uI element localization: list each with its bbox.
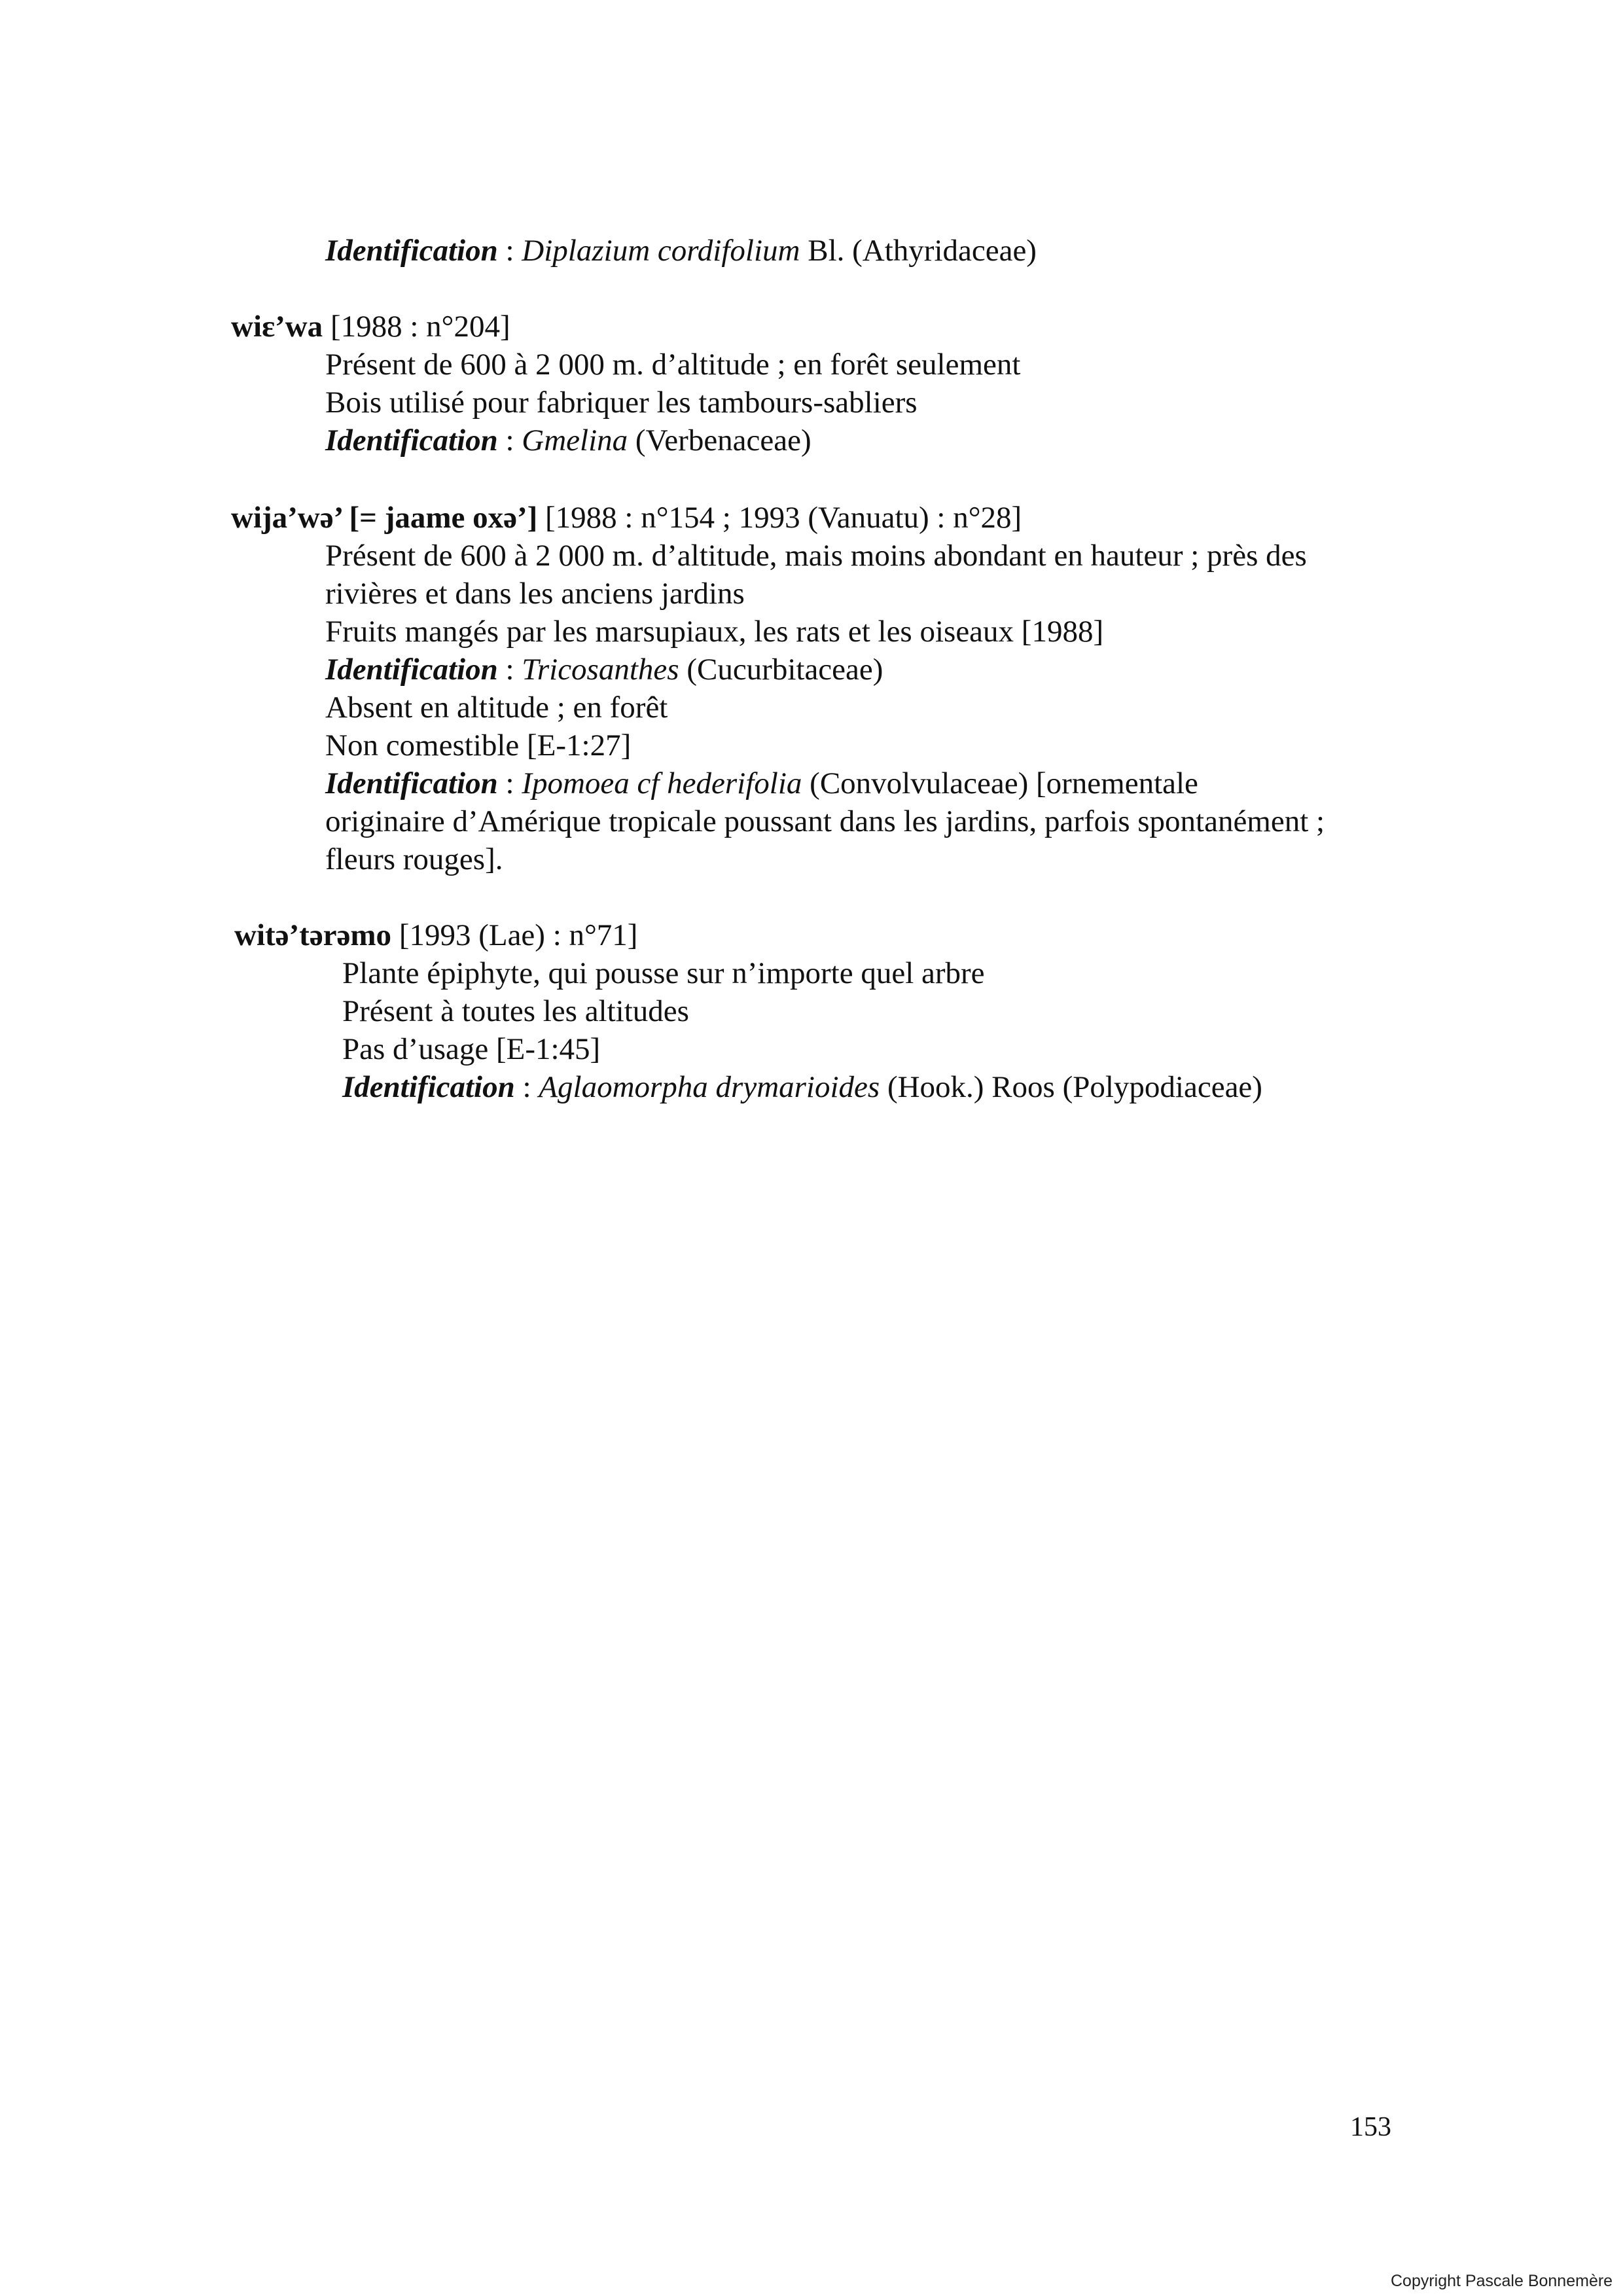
entry-line: rivières et dans les anciens jardins xyxy=(325,577,745,611)
taxon-name: Diplazium cordifolium xyxy=(522,234,800,268)
taxon-name: Tricosanthes xyxy=(522,653,679,687)
headword: wija’wə’ [= jaame oxə’] xyxy=(231,501,538,535)
taxon-family: Bl. (Athyridaceae) xyxy=(800,234,1037,268)
taxon-name: Aglaomorpha drymarioides xyxy=(539,1070,880,1104)
entry-line: Présent à toutes les altitudes xyxy=(342,994,689,1028)
entry-line: Absent en altitude ; en forêt xyxy=(325,691,668,725)
identification-label: Identification xyxy=(342,1070,515,1104)
headword: wiɛ’wa xyxy=(231,310,323,344)
identification-label: Identification xyxy=(325,423,498,457)
entry-heading xyxy=(231,308,510,346)
entry-line: fleurs rouges]. xyxy=(325,842,503,876)
entry-reference: [1988 : n°154 ; 1993 (Vanuatu) : n°28] xyxy=(537,501,1022,535)
entry-line: Présent de 600 à 2 000 m. d’altitude, mais moins abondant en hauteur ; près des xyxy=(325,539,1307,573)
entry-heading xyxy=(234,916,637,954)
entry-line: Fruits mangés par les marsupiaux, les rats et les oiseaux [1988] xyxy=(325,615,1104,649)
taxon-name: Gmelina xyxy=(522,423,628,457)
copyright-notice: Copyright Pascale Bonnemère xyxy=(1391,2272,1613,2290)
identification-label: Identification xyxy=(325,234,498,268)
taxon-family: (Verbenaceae) xyxy=(628,423,812,457)
separator: : xyxy=(497,234,522,268)
separator: : xyxy=(514,1070,539,1104)
identification-line xyxy=(325,232,1037,270)
identification-line xyxy=(325,651,883,689)
separator: : xyxy=(497,653,522,687)
entry-reference: [1988 : n°204] xyxy=(323,310,510,344)
separator: : xyxy=(497,766,522,800)
taxon-name: Ipomoea cf hederifolia xyxy=(522,766,802,800)
identification-label: Identification xyxy=(325,653,498,687)
entry-line: originaire d’Amérique tropicale poussant dans les jardins, parfois spontanément ; xyxy=(325,804,1325,838)
entry-heading xyxy=(231,499,1022,537)
headword: witə’tərəmo xyxy=(234,918,392,952)
entry-line: Pas d’usage [E-1:45] xyxy=(342,1032,601,1066)
taxon-family: (Cucurbitaceae) xyxy=(679,653,883,687)
entry-line: Plante épiphyte, qui pousse sur n’importe quel arbre xyxy=(342,956,985,990)
identification-line xyxy=(325,764,1198,802)
identification-label: Identification xyxy=(325,766,498,800)
taxon-family: (Hook.) Roos (Polypodiaceae) xyxy=(880,1070,1262,1104)
entry-line: Non comestible [E-1:27] xyxy=(325,728,632,762)
entry-reference: [1993 (Lae) : n°71] xyxy=(391,918,638,952)
taxon-family: (Convolvulaceae) [ornementale xyxy=(802,766,1198,800)
entry-line: Bois utilisé pour fabriquer les tambours-sabliers xyxy=(325,386,918,420)
separator: : xyxy=(497,423,522,457)
identification-line xyxy=(325,422,812,459)
entry-line: Présent de 600 à 2 000 m. d’altitude ; en forêt seulement xyxy=(325,348,1021,382)
page-number: 153 xyxy=(1350,2112,1391,2142)
identification-line xyxy=(342,1068,1262,1106)
